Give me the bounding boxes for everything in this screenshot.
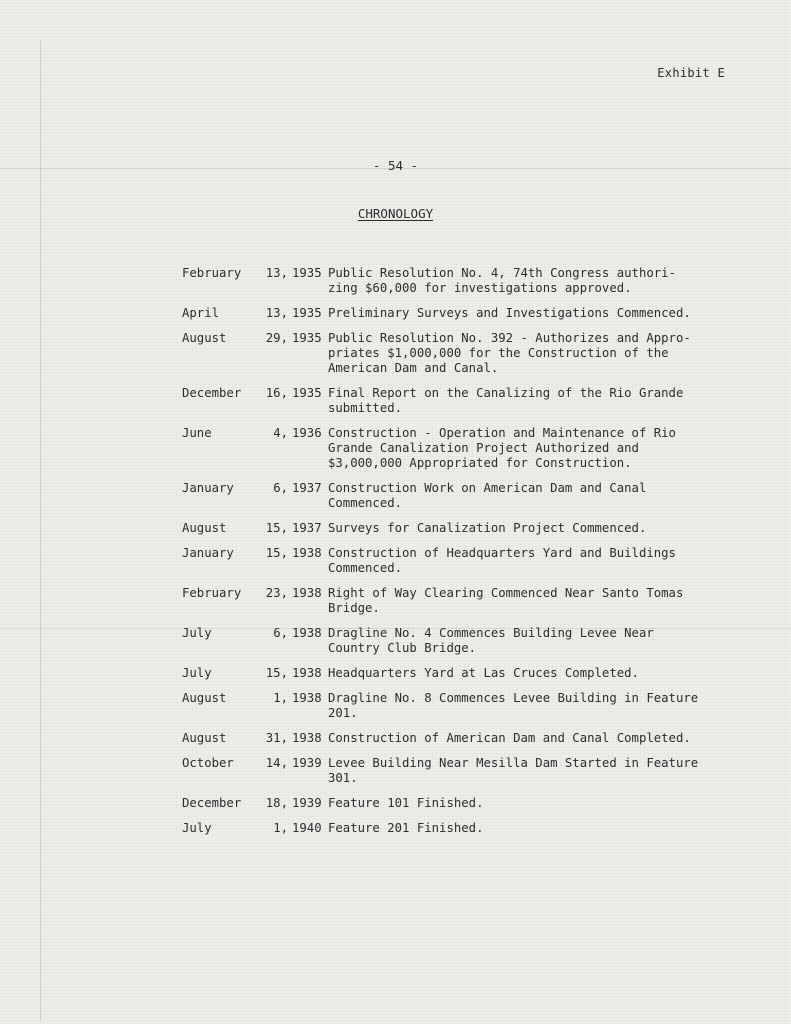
entry-month: August bbox=[182, 331, 227, 345]
entry-date bbox=[182, 626, 328, 641]
entry-date bbox=[182, 546, 328, 561]
chronology-list bbox=[182, 266, 742, 846]
entry-description: Right of Way Clearing Commenced Near Santo Tomas Bridge. bbox=[328, 586, 684, 615]
entry-day: 1, bbox=[273, 821, 288, 835]
chronology-entry bbox=[182, 386, 742, 416]
entry-year: 1940 bbox=[292, 821, 322, 835]
entry-description: Construction - Operation and Maintenance of Rio Grande Canalization Project Authorized and $3,000,000 Appropriated for Construction. bbox=[328, 426, 676, 470]
chronology-entry bbox=[182, 731, 742, 746]
entry-description: Construction Work on American Dam and Canal Commenced. bbox=[328, 481, 647, 510]
entry-date bbox=[182, 521, 328, 536]
entry-day: 23, bbox=[265, 586, 288, 600]
entry-date bbox=[182, 306, 328, 321]
entry-date bbox=[182, 481, 328, 496]
entry-year: 1935 bbox=[292, 266, 322, 280]
entry-year: 1935 bbox=[292, 331, 322, 345]
entry-description: Construction of American Dam and Canal Completed. bbox=[328, 731, 691, 745]
entry-day: 15, bbox=[265, 521, 288, 535]
entry-date bbox=[182, 331, 328, 346]
entry-day: 4, bbox=[273, 426, 288, 440]
entry-date bbox=[182, 796, 328, 811]
entry-date bbox=[182, 666, 328, 681]
entry-year: 1935 bbox=[292, 386, 322, 400]
page-title: CHRONOLOGY bbox=[357, 206, 434, 221]
chronology-entry bbox=[182, 481, 742, 511]
chronology-entry bbox=[182, 666, 742, 681]
entry-month: January bbox=[182, 546, 234, 560]
entry-year: 1935 bbox=[292, 306, 322, 320]
entry-description: Dragline No. 4 Commences Building Levee Near Country Club Bridge. bbox=[328, 626, 654, 655]
entry-day: 15, bbox=[265, 546, 288, 560]
entry-date bbox=[182, 821, 328, 836]
entry-month: January bbox=[182, 481, 234, 495]
entry-month: July bbox=[182, 821, 212, 835]
entry-month: February bbox=[182, 266, 242, 280]
entry-date bbox=[182, 691, 328, 706]
page-number: - 54 - bbox=[372, 158, 419, 173]
entry-description: Levee Building Near Mesilla Dam Started in Feature 301. bbox=[328, 756, 699, 785]
entry-description: Feature 101 Finished. bbox=[328, 796, 484, 810]
entry-description: Feature 201 Finished. bbox=[328, 821, 484, 835]
entry-date bbox=[182, 731, 328, 746]
entry-month: October bbox=[182, 756, 234, 770]
entry-month: December bbox=[182, 386, 242, 400]
entry-month: August bbox=[182, 521, 227, 535]
entry-year: 1939 bbox=[292, 796, 322, 810]
entry-description: Public Resolution No. 4, 74th Congress authori- zing $60,000 for investigations approved. bbox=[328, 266, 676, 295]
entry-date bbox=[182, 266, 328, 281]
chronology-entry bbox=[182, 266, 742, 296]
chronology-entry bbox=[182, 586, 742, 616]
chronology-entry bbox=[182, 521, 742, 536]
entry-description: Surveys for Canalization Project Commenced. bbox=[328, 521, 647, 535]
entry-month: July bbox=[182, 626, 212, 640]
chronology-entry bbox=[182, 426, 742, 471]
entry-day: 18, bbox=[265, 796, 288, 810]
entry-day: 14, bbox=[265, 756, 288, 770]
entry-date bbox=[182, 386, 328, 401]
entry-description: Headquarters Yard at Las Cruces Completed. bbox=[328, 666, 639, 680]
entry-year: 1938 bbox=[292, 586, 322, 600]
entry-day: 16, bbox=[265, 386, 288, 400]
entry-year: 1938 bbox=[292, 731, 322, 745]
entry-date bbox=[182, 756, 328, 771]
entry-month: December bbox=[182, 796, 242, 810]
page-margin-line bbox=[40, 40, 41, 1020]
entry-description: Construction of Headquarters Yard and Buildings Commenced. bbox=[328, 546, 676, 575]
entry-year: 1937 bbox=[292, 521, 322, 535]
chronology-entry bbox=[182, 626, 742, 656]
entry-month: July bbox=[182, 666, 212, 680]
chronology-entry bbox=[182, 546, 742, 576]
entry-year: 1937 bbox=[292, 481, 322, 495]
entry-day: 31, bbox=[265, 731, 288, 745]
entry-month: February bbox=[182, 586, 242, 600]
entry-description: Public Resolution No. 392 - Authorizes and Appro- priates $1,000,000 for the Construction of the American Dam and Canal. bbox=[328, 331, 691, 375]
entry-day: 6, bbox=[273, 626, 288, 640]
entry-year: 1938 bbox=[292, 546, 322, 560]
entry-description: Final Report on the Canalizing of the Rio Grande submitted. bbox=[328, 386, 684, 415]
exhibit-label: Exhibit E bbox=[657, 66, 725, 80]
entry-month: June bbox=[182, 426, 212, 440]
entry-day: 1, bbox=[273, 691, 288, 705]
entry-month: August bbox=[182, 691, 227, 705]
entry-year: 1936 bbox=[292, 426, 322, 440]
entry-date bbox=[182, 586, 328, 601]
chronology-entry bbox=[182, 821, 742, 836]
entry-month: August bbox=[182, 731, 227, 745]
chronology-entry bbox=[182, 306, 742, 321]
entry-day: 13, bbox=[265, 266, 288, 280]
chronology-entry bbox=[182, 331, 742, 376]
entry-month: April bbox=[182, 306, 220, 320]
chronology-entry bbox=[182, 691, 742, 721]
entry-day: 29, bbox=[265, 331, 288, 345]
chronology-entry bbox=[182, 756, 742, 786]
entry-year: 1938 bbox=[292, 626, 322, 640]
entry-day: 6, bbox=[273, 481, 288, 495]
entry-description: Dragline No. 8 Commences Levee Building in Feature 201. bbox=[328, 691, 699, 720]
entry-year: 1938 bbox=[292, 691, 322, 705]
entry-day: 13, bbox=[265, 306, 288, 320]
chronology-entry bbox=[182, 796, 742, 811]
entry-year: 1939 bbox=[292, 756, 322, 770]
entry-date bbox=[182, 426, 328, 441]
entry-description: Preliminary Surveys and Investigations Commenced. bbox=[328, 306, 691, 320]
entry-year: 1938 bbox=[292, 666, 322, 680]
entry-day: 15, bbox=[265, 666, 288, 680]
